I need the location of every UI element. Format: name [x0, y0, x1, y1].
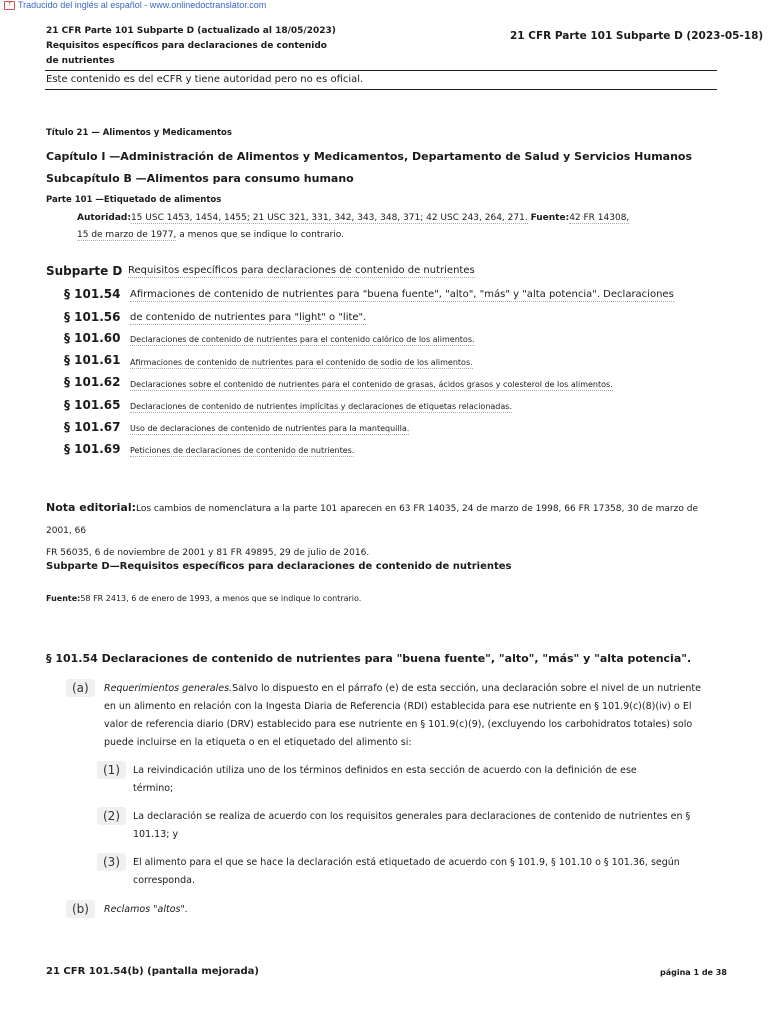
- editorial-note-label: Nota editorial:: [46, 501, 136, 514]
- toc-section-link[interactable]: Declaraciones de contenido de nutrientes implícitas y declaraciones de etiquetas relacionadas.: [130, 402, 512, 411]
- paragraph-a-line3: valor de referencia diario (DRV) establecido para ese nutriente en § 101.9(c)(9), (excluyendo los carbohidratos totales) solo: [104, 719, 693, 730]
- editorial-note-line2: FR 56035, 6 de noviembre de 2001 y 81 FR 49895, 29 de julio de 2016.: [46, 548, 370, 558]
- paragraph-2-line1: La declaración se realiza de acuerdo con los requisitos generales para declaraciones de contenido de nutrientes en §: [133, 811, 691, 822]
- toc-section-number[interactable]: § 101.69: [64, 442, 121, 456]
- paragraph-1-line1: La reivindicación utiliza uno de los términos definidos en esta sección de acuerdo con la definición de ese: [133, 765, 637, 776]
- paragraph-label-b[interactable]: (b): [66, 900, 95, 918]
- toc-section-number[interactable]: § 101.60: [64, 331, 121, 345]
- translator-banner[interactable]: [4, 0, 266, 10]
- translator-banner-text[interactable]: Traducido del inglés al español - www.onlinedoctranslator.com: [18, 0, 267, 10]
- paragraph-1-line2: término;: [133, 783, 174, 794]
- toc-section-link[interactable]: Afirmaciones de contenido de nutrientes para "buena fuente", "alto", "más" y "alta potencia". Declaraciones: [130, 289, 674, 300]
- translate-icon: T: [4, 1, 15, 10]
- authority-label: Autoridad:: [77, 213, 131, 223]
- title-heading: Título 21 — Alimentos y Medicamentos: [46, 128, 232, 138]
- chapter-heading: Capítulo I —Administración de Alimentos y Medicamentos, Departamento de Salud y Servicios Humanos: [46, 150, 693, 163]
- paragraph-2-line2: 101.13; y: [133, 829, 179, 840]
- part-heading: Parte 101 —Etiquetado de alimentos: [46, 195, 222, 205]
- paragraph-label-3[interactable]: (3): [97, 853, 126, 871]
- authority-source-tail: a menos que se indique lo contrario.: [179, 230, 345, 240]
- toc-section-number[interactable]: § 101.65: [64, 398, 121, 412]
- subpart-heading: Subparte D—Requisitos específicos para declaraciones de contenido de nutrientes: [46, 561, 512, 572]
- source-note-label: Fuente:: [46, 594, 81, 603]
- paragraph-1: [133, 762, 713, 798]
- paragraph-b: [104, 901, 188, 919]
- page-number: página 1 de 38: [660, 968, 727, 977]
- paragraph-a-line2: en un alimento en relación con la Ingesta Diaria de Referencia (RDI) establecida para ese nutriente en § 101.9(c)(8)(iv) o El: [104, 701, 692, 712]
- paragraph-a-heading: Requerimientos generales.: [104, 683, 233, 694]
- editorial-note: [46, 497, 718, 564]
- section-title: § 101.54 Declaraciones de contenido de nutrientes para "buena fuente", "alto", "más" y "alta potencia".: [46, 652, 692, 665]
- editorial-note-line1: Los cambios de nomenclatura a la parte 101 aparecen en 63 FR 14035, 24 de marzo de 1998, 66 FR 17358, 30 de marzo de 2001, 66: [46, 504, 698, 536]
- paragraph-3: [133, 854, 713, 890]
- toc-section-link[interactable]: Peticiones de declaraciones de contenido de nutrientes.: [130, 446, 355, 455]
- official-notice: Este contenido es del eCFR y tiene autoridad pero no es oficial.: [46, 74, 364, 85]
- toc-section-link[interactable]: Declaraciones sobre el contenido de nutrientes para el contenido de grasas, ácidos grasos y colesterol de los alimentos.: [130, 380, 613, 389]
- source-note-text: 58 FR 2413, 6 de enero de 1993, a menos que se indique lo contrario.: [80, 594, 362, 603]
- toc-section-link[interactable]: Declaraciones de contenido de nutrientes para el contenido calórico de los alimentos.: [130, 335, 475, 344]
- paragraph-3-line1: El alimento para el que se hace la declaración está etiquetado de acuerdo con § 101.9, § 101.10 o § 101.36, según: [133, 857, 680, 868]
- authority-source-date[interactable]: 15 de marzo de 1977,: [77, 230, 177, 240]
- footer-citation: 21 CFR 101.54(b) (pantalla mejorada): [46, 966, 259, 977]
- toc-section-number[interactable]: § 101.61: [64, 353, 121, 367]
- paragraph-label-1[interactable]: (1): [97, 761, 126, 779]
- authority-block: [77, 210, 637, 244]
- toc-section-link[interactable]: Uso de declaraciones de contenido de nutrientes para la mantequilla.: [130, 424, 410, 433]
- paragraph-label-a[interactable]: (a): [66, 679, 95, 697]
- toc-section-link[interactable]: de contenido de nutrientes para "light" o "lite".: [130, 312, 367, 323]
- authority-citations[interactable]: 15 USC 1453, 1454, 1455; 21 USC 321, 331, 342, 343, 348, 371; 42 USC 243, 264, 271.: [130, 213, 528, 223]
- paragraph-a-line1: Salvo lo dispuesto en el párrafo (e) de esta sección, una declaración sobre el nivel de un nutriente: [232, 683, 701, 694]
- toc-section-link[interactable]: Afirmaciones de contenido de nutrientes para el contenido de sodio de los alimentos.: [130, 358, 473, 367]
- paragraph-3-line2: corresponda.: [133, 875, 196, 886]
- paragraph-a: [104, 680, 724, 752]
- paragraph-2: [133, 808, 713, 844]
- subpart-link[interactable]: Requisitos específicos para declaraciones de contenido de nutrientes: [128, 265, 475, 276]
- source-note: [46, 594, 361, 603]
- header-right: 21 CFR Parte 101 Subparte D (2023-05-18): [510, 30, 764, 42]
- subpart-label: Subparte D: [46, 264, 123, 278]
- paragraph-label-2[interactable]: (2): [97, 807, 126, 825]
- paragraph-b-heading: Reclamos "altos".: [104, 904, 188, 915]
- notice-top-rule: [45, 70, 717, 71]
- toc-section-number[interactable]: § 101.67: [64, 420, 121, 434]
- notice-bottom-rule: [45, 89, 717, 90]
- subchapter-heading: Subcapítulo B —Alimentos para consumo humano: [46, 172, 354, 185]
- toc-section-number[interactable]: § 101.56: [64, 310, 121, 324]
- authority-source-citation[interactable]: 42 FR 14308,: [569, 213, 630, 223]
- toc-section-number[interactable]: § 101.62: [64, 375, 121, 389]
- header-left: 21 CFR Parte 101 Subparte D (actualizado al 18/05/2023) Requisitos específicos para declaraciones de contenido de nutrientes: [46, 26, 336, 66]
- paragraph-a-line4: puede incluirse en la etiqueta o en el etiquetado del alimento si:: [104, 737, 412, 748]
- source-label: Fuente:: [530, 213, 570, 223]
- toc-section-number[interactable]: § 101.54: [64, 287, 121, 301]
